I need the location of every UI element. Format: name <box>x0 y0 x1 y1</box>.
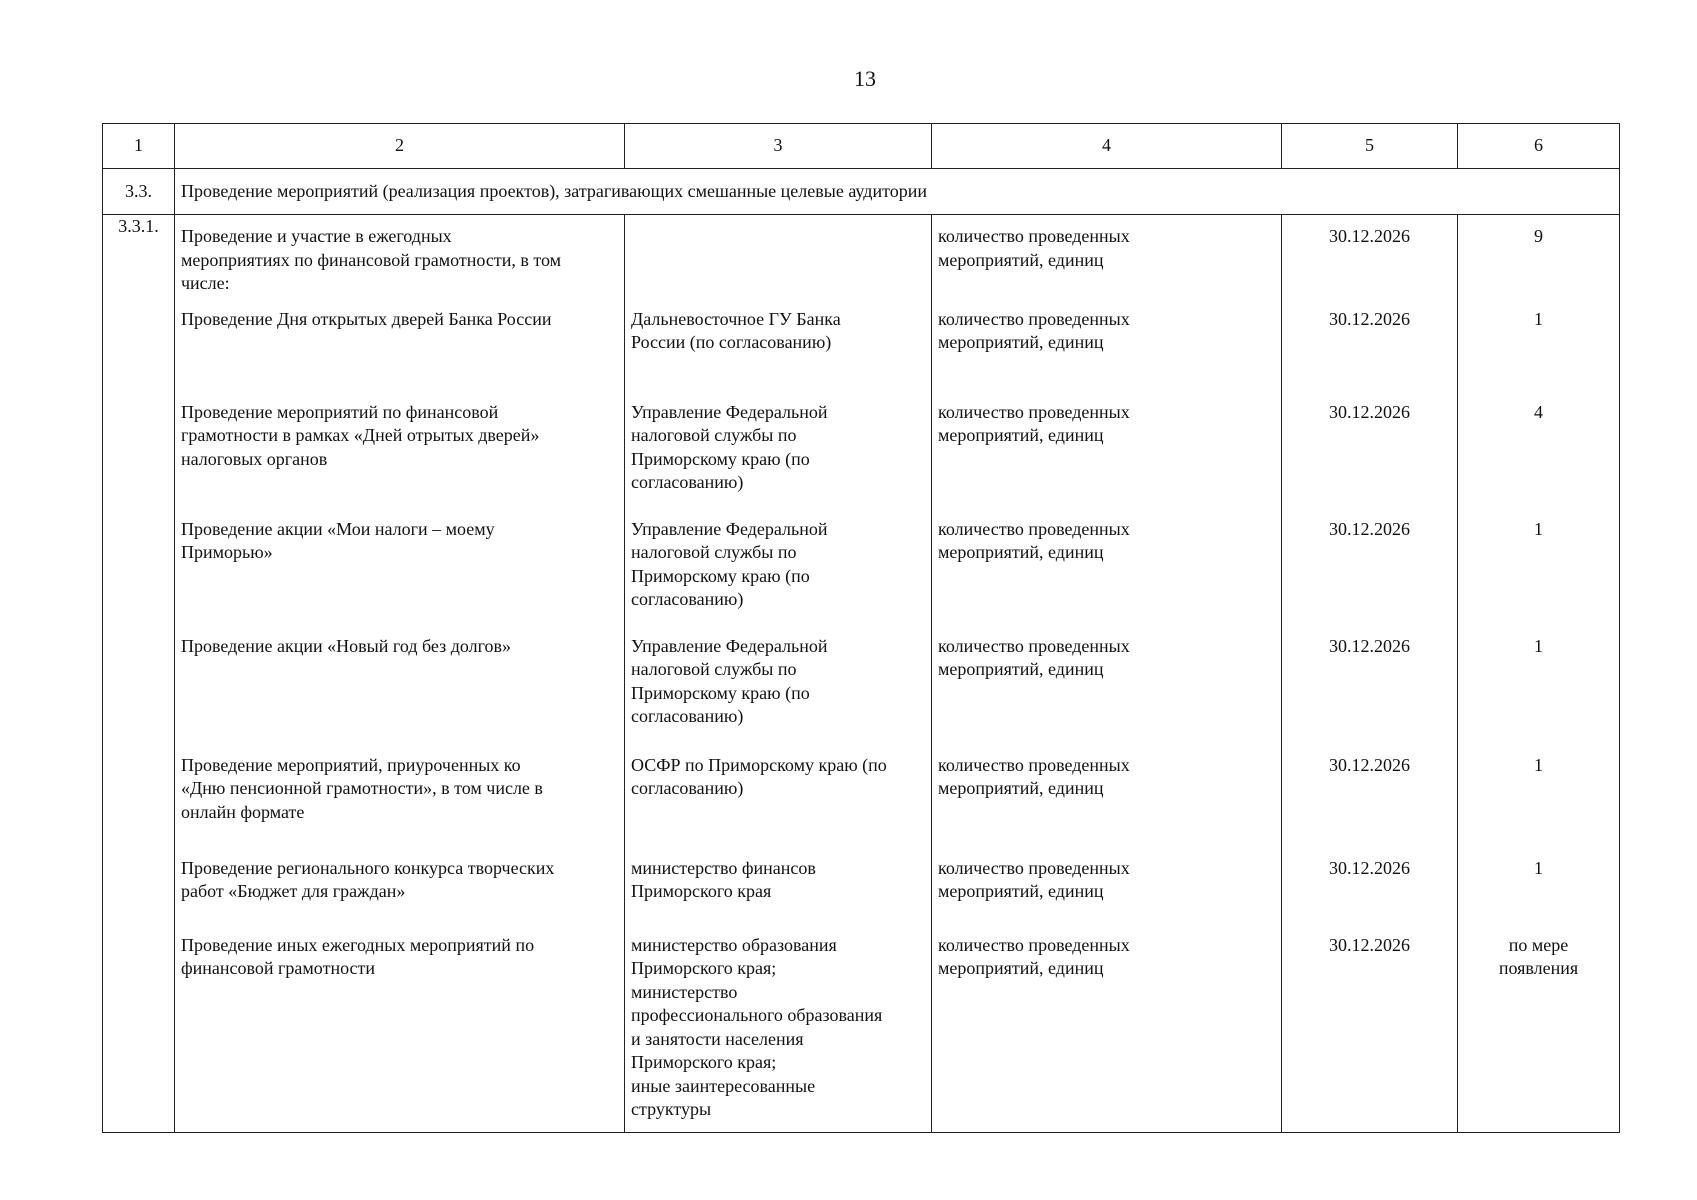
deadline-cell: 30.12.2026 <box>1282 215 1458 308</box>
executor-cell: Управление Федеральной налоговой службы по Приморскому краю (по согласованию) <box>625 518 932 635</box>
deadline-cell: 30.12.2026 <box>1282 518 1458 635</box>
header-cell: 1 <box>103 124 175 169</box>
executor-cell: ОСФР по Приморскому краю (по согласованию) <box>625 754 932 857</box>
indicator-cell: количество проведенных мероприятий, единиц <box>932 401 1282 518</box>
activity-plan-table <box>102 123 1620 1133</box>
deadline-cell: 30.12.2026 <box>1282 754 1458 857</box>
value-cell: 1 <box>1458 635 1620 754</box>
table-row <box>103 934 1620 1133</box>
deadline-cell: 30.12.2026 <box>1282 401 1458 518</box>
row-number <box>103 635 175 754</box>
table-header-row <box>103 124 1620 169</box>
indicator-cell: количество проведенных мероприятий, единиц <box>932 635 1282 754</box>
value-cell: по мере появления <box>1458 934 1620 1133</box>
activity-cell: Проведение мероприятий по финансовой грамотности в рамках «Дней отрытых дверей» налоговых органов <box>175 401 625 518</box>
value-cell: 1 <box>1458 308 1620 401</box>
activity-cell: Проведение Дня открытых дверей Банка России <box>175 308 625 401</box>
row-number <box>103 934 175 1133</box>
deadline-cell: 30.12.2026 <box>1282 635 1458 754</box>
table-row <box>103 401 1620 518</box>
indicator-cell: количество проведенных мероприятий, единиц <box>932 857 1282 934</box>
table-row <box>103 215 1620 308</box>
section-number: 3.3. <box>103 169 175 215</box>
indicator-cell: количество проведенных мероприятий, единиц <box>932 934 1282 1133</box>
indicator-cell: количество проведенных мероприятий, единиц <box>932 308 1282 401</box>
row-number: 3.3.1. <box>103 215 175 308</box>
executor-cell <box>625 215 932 308</box>
table-row <box>103 857 1620 934</box>
value-cell: 9 <box>1458 215 1620 308</box>
indicator-cell: количество проведенных мероприятий, единиц <box>932 754 1282 857</box>
table-row <box>103 518 1620 635</box>
activity-cell: Проведение и участие в ежегодных мероприятиях по финансовой грамотности, в том числе: <box>175 215 625 308</box>
deadline-cell: 30.12.2026 <box>1282 308 1458 401</box>
activity-cell: Проведение акции «Новый год без долгов» <box>175 635 625 754</box>
executor-cell: Управление Федеральной налоговой службы по Приморскому краю (по согласованию) <box>625 635 932 754</box>
value-cell: 1 <box>1458 518 1620 635</box>
row-number <box>103 401 175 518</box>
executor-cell: Управление Федеральной налоговой службы по Приморскому краю (по согласованию) <box>625 401 932 518</box>
table-row <box>103 635 1620 754</box>
section-title: Проведение мероприятий (реализация проектов), затрагивающих смешанные целевые аудитории <box>175 169 1620 215</box>
activity-cell: Проведение акции «Мои налоги – моему Приморью» <box>175 518 625 635</box>
table-row <box>103 754 1620 857</box>
header-cell: 6 <box>1458 124 1620 169</box>
executor-cell: министерство финансов Приморского края <box>625 857 932 934</box>
row-number <box>103 308 175 401</box>
indicator-cell: количество проведенных мероприятий, единиц <box>932 215 1282 308</box>
executor-cell: Дальневосточное ГУ Банка России (по согласованию) <box>625 308 932 401</box>
deadline-cell: 30.12.2026 <box>1282 934 1458 1133</box>
row-number <box>103 857 175 934</box>
activity-cell: Проведение мероприятий, приуроченных ко «Дню пенсионной грамотности», в том числе в онлайн формате <box>175 754 625 857</box>
row-number <box>103 754 175 857</box>
header-cell: 4 <box>932 124 1282 169</box>
activity-cell: Проведение регионального конкурса творческих работ «Бюджет для граждан» <box>175 857 625 934</box>
executor-cell: министерство образования Приморского края; министерство профессионального образования и занятости населения Приморского края; иные заинтересованные структуры <box>625 934 932 1133</box>
header-cell: 3 <box>625 124 932 169</box>
header-cell: 2 <box>175 124 625 169</box>
deadline-cell: 30.12.2026 <box>1282 857 1458 934</box>
table-row <box>103 308 1620 401</box>
value-cell: 1 <box>1458 754 1620 857</box>
page-number: 13 <box>854 66 876 91</box>
section-row <box>103 169 1620 215</box>
header-cell: 5 <box>1282 124 1458 169</box>
activity-cell: Проведение иных ежегодных мероприятий по финансовой грамотности <box>175 934 625 1133</box>
value-cell: 4 <box>1458 401 1620 518</box>
value-cell: 1 <box>1458 857 1620 934</box>
row-number <box>103 518 175 635</box>
indicator-cell: количество проведенных мероприятий, единиц <box>932 518 1282 635</box>
